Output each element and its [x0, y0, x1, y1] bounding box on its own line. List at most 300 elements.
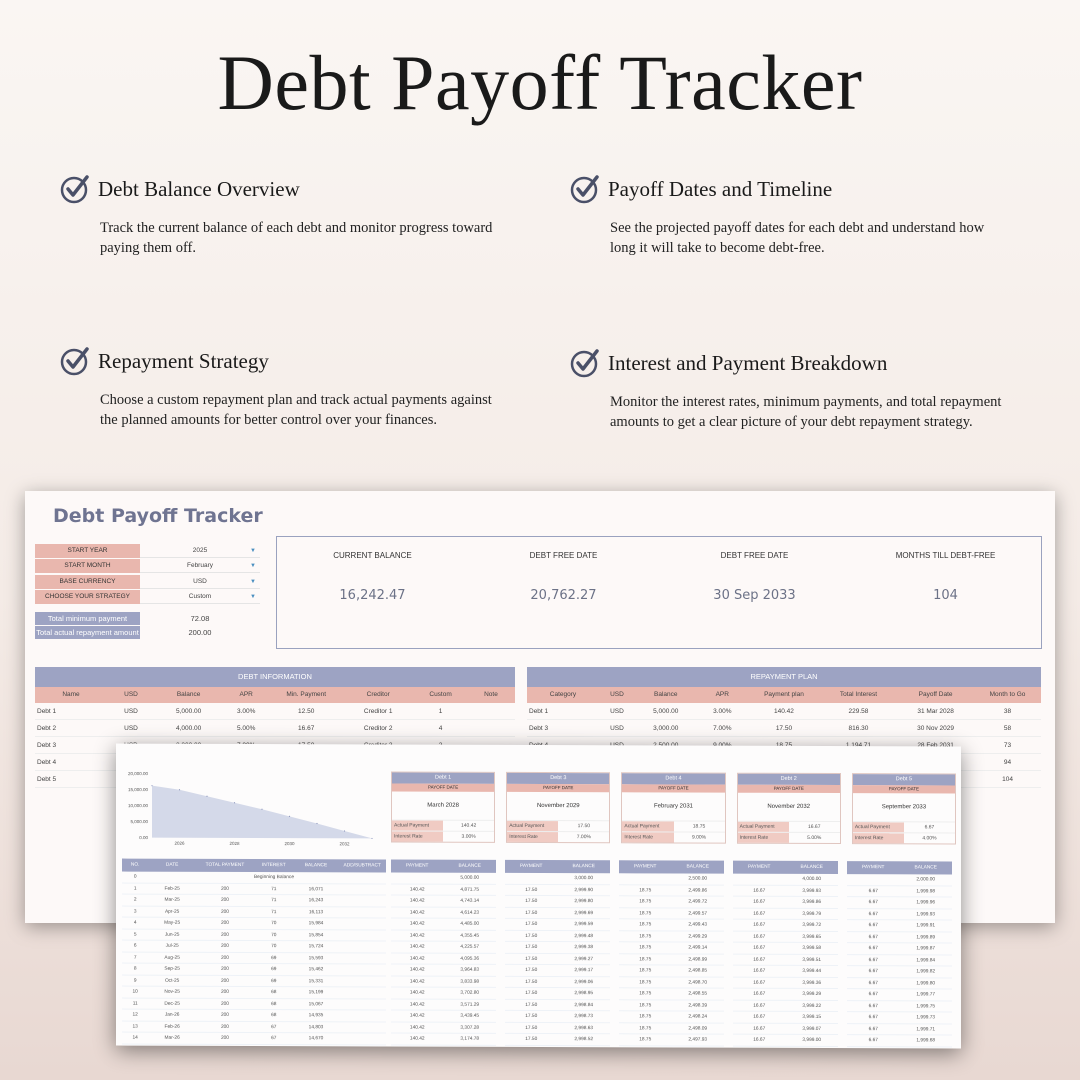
- schedule-cell: 15,593: [308, 955, 324, 961]
- table-cell[interactable]: Debt 3: [37, 742, 57, 749]
- base-currency-dropdown[interactable]: [140, 575, 260, 589]
- schedule-cell[interactable]: [338, 976, 386, 987]
- schedule-cell[interactable]: [338, 987, 386, 998]
- payment-balance-block: [619, 860, 724, 1046]
- summary-label: CURRENT BALANCE: [333, 551, 412, 560]
- total-label: Total minimum payment: [35, 612, 140, 625]
- schedule-cell: 16,071: [308, 886, 324, 892]
- dropdown-arrow-icon: ▼: [250, 578, 256, 585]
- column-header: BALANCE: [914, 865, 937, 871]
- block-row: [391, 976, 496, 988]
- block-row: [847, 886, 952, 898]
- block-cell: 2,999.80: [574, 899, 594, 905]
- block-row: [733, 943, 838, 955]
- schedule-cell: 200: [220, 966, 229, 972]
- block-cell: [391, 872, 444, 883]
- schedule-cell: Aug-25: [164, 955, 180, 961]
- schedule-cell[interactable]: [338, 999, 386, 1010]
- card-subtitle: PAYOFF DATE: [622, 784, 724, 792]
- feature-repayment-strategy: [60, 346, 500, 430]
- schedule-cell: 15,854: [308, 932, 324, 938]
- block-cell: 1,999.73: [916, 1015, 936, 1021]
- block-cell: 3,999.29: [802, 991, 822, 997]
- block-row: [847, 966, 952, 978]
- schedule-cell: 15,984: [308, 921, 324, 927]
- schedule-cell: 15,462: [308, 967, 324, 973]
- card-payoff-date: February 2031: [653, 803, 694, 810]
- balance-point: [206, 796, 207, 797]
- schedule-cell[interactable]: [338, 941, 386, 952]
- block-cell: [505, 873, 558, 884]
- block-cell: 2,998.63: [574, 1025, 594, 1031]
- column-header: Creditor: [366, 691, 390, 698]
- table-cell[interactable]: USD: [610, 725, 624, 732]
- total-value-input[interactable]: 200.00: [188, 627, 212, 637]
- dropdown-arrow-icon: ▼: [250, 594, 256, 600]
- schedule-cell: 8: [133, 966, 137, 972]
- block-cell: 2,000.00: [916, 877, 936, 883]
- card-row: [507, 820, 609, 831]
- card-value[interactable]: 9.00%: [691, 834, 707, 841]
- block-row: [505, 953, 610, 965]
- card-row: [738, 821, 840, 832]
- table-cell[interactable]: 5.00%: [236, 725, 256, 732]
- column-header: ADD/SUBTRACT: [343, 863, 381, 869]
- block-cell: 6.67: [868, 980, 878, 986]
- card-value[interactable]: 5.00%: [807, 834, 822, 841]
- block-row: [733, 908, 838, 920]
- block-cell: 18.75: [639, 945, 652, 951]
- table-cell[interactable]: 229.58: [848, 708, 869, 715]
- block-cell: 140.42: [409, 956, 425, 962]
- schedule-row: [122, 1010, 386, 1022]
- block-cell: 2,999.90: [574, 887, 594, 893]
- setting-label: START YEAR: [35, 544, 140, 558]
- block-cell: 6.67: [868, 888, 878, 894]
- card-value[interactable]: 4.00%: [922, 835, 937, 842]
- table-cell[interactable]: 58: [1003, 725, 1012, 732]
- block-cell: 6.67: [868, 1038, 878, 1044]
- schedule-row: [122, 883, 386, 895]
- setting-value: USD: [193, 577, 207, 585]
- block-row: [505, 965, 610, 977]
- block-cell: 17.50: [525, 1013, 538, 1019]
- block-cell: 1,999.75: [916, 1003, 936, 1009]
- column-header: BALANCE: [304, 863, 328, 869]
- schedule-row: [122, 929, 386, 941]
- schedule-cell: [294, 872, 339, 883]
- block-cell: 140.42: [409, 887, 425, 893]
- block-row: [847, 1001, 952, 1013]
- block-row: [733, 1023, 838, 1035]
- block-cell: 3,999.44: [802, 968, 822, 974]
- block-row: [847, 874, 952, 886]
- column-header: Min. Payment: [286, 691, 327, 698]
- table-cell[interactable]: 17.50: [775, 725, 793, 732]
- block-cell: 2,498.70: [688, 980, 708, 986]
- block-cell: 1,999.91: [916, 923, 936, 929]
- summary-label: DEBT FREE DATE: [720, 551, 789, 560]
- block-row: [619, 954, 724, 966]
- schedule-cell[interactable]: [338, 918, 386, 929]
- checkmark-icon: [60, 174, 90, 204]
- block-row: [847, 943, 952, 955]
- block-cell: 140.42: [409, 967, 425, 973]
- block-row: [391, 1010, 496, 1022]
- column-header: APR: [715, 691, 729, 698]
- column-header: Note: [484, 691, 498, 698]
- schedule-cell: 71: [271, 886, 277, 892]
- table-cell[interactable]: Debt 1: [529, 708, 549, 715]
- table-cell[interactable]: 140.42: [774, 708, 794, 715]
- schedule-cell: 4: [133, 920, 137, 926]
- table-cell[interactable]: Debt 4: [37, 759, 57, 766]
- block-row: [391, 953, 496, 965]
- block-cell: 2,998.52: [574, 1037, 594, 1043]
- table-row: [35, 720, 515, 737]
- schedule-cell: 200: [220, 955, 229, 961]
- block-cell: [733, 874, 786, 885]
- block-row: [505, 907, 610, 919]
- schedule-cell: 13: [132, 1024, 138, 1030]
- setting-strategy: [35, 590, 260, 605]
- schedule-cell: May-25: [164, 920, 181, 926]
- table-cell[interactable]: 12.50: [298, 708, 315, 715]
- table-cell[interactable]: 4: [438, 725, 443, 732]
- schedule-row: [122, 941, 386, 953]
- balance-point: [289, 816, 290, 817]
- block-row: [505, 896, 610, 908]
- block-row: [619, 908, 724, 920]
- block-cell: 4,355.45: [460, 933, 480, 939]
- card-label: Actual Payment: [738, 822, 789, 832]
- balance-point: [261, 809, 262, 810]
- schedule-cell: 0: [133, 874, 137, 880]
- table-cell[interactable]: 38: [1003, 708, 1012, 715]
- schedule-cell[interactable]: [338, 953, 386, 964]
- table-cell[interactable]: Debt 2: [37, 725, 57, 732]
- balance-area-chart: [120, 762, 380, 853]
- schedule-header: [122, 859, 386, 873]
- block-cell: 4,485.00: [460, 921, 480, 927]
- block-cell: 2,499.72: [688, 899, 708, 905]
- column-header: DATE: [165, 862, 179, 868]
- block-cell: 2,499.86: [688, 888, 708, 894]
- card-label: Interest Rate: [622, 832, 673, 842]
- total-label: Total actual repayment amount: [36, 627, 139, 637]
- block-cell: 6.67: [868, 934, 878, 940]
- card-subtitle: PAYOFF DATE: [507, 784, 609, 792]
- schedule-cell[interactable]: [338, 907, 386, 918]
- block-row: [847, 932, 952, 944]
- card-label: Actual Payment: [853, 822, 904, 832]
- card-subtitle: PAYOFF DATE: [853, 785, 955, 793]
- block-cell: 3,999.86: [802, 899, 822, 905]
- summary-debt-free-date: [468, 537, 659, 648]
- schedule-cell: 15,331: [308, 978, 324, 984]
- block-header: [391, 859, 496, 872]
- table-cell[interactable]: 7.00%: [713, 725, 732, 732]
- block-cell: 18.75: [639, 887, 652, 893]
- schedule-cell: Beginning Balance: [253, 875, 294, 881]
- card-label: Actual Payment: [622, 821, 673, 831]
- schedule-cell: 200: [220, 932, 229, 938]
- schedule-row: [122, 964, 386, 976]
- block-row: [391, 907, 496, 919]
- card-label: Actual Payment: [507, 821, 558, 831]
- block-cell: 18.75: [639, 1002, 652, 1008]
- table-cell[interactable]: USD: [124, 708, 138, 715]
- table-cell[interactable]: 1: [438, 708, 443, 715]
- balance-point: [179, 789, 180, 790]
- setting-base-currency: [35, 574, 260, 589]
- card-debt-name: Debt 3: [507, 773, 609, 784]
- block-cell: 2,999.48: [574, 933, 594, 939]
- table-cell[interactable]: USD: [124, 725, 138, 732]
- block-cell: 2,498.55: [688, 991, 708, 997]
- setting-label: START MONTH: [35, 559, 140, 573]
- card-value[interactable]: 18.75: [692, 823, 706, 830]
- schedule-cell: 200: [220, 1024, 229, 1030]
- schedule-cell: 9: [133, 978, 137, 984]
- card-debt-name: Debt 1: [392, 772, 494, 783]
- table-cell[interactable]: USD: [610, 708, 624, 715]
- column-header: Total Interest: [839, 691, 878, 698]
- sheet-title: Debt Payoff Tracker: [53, 505, 263, 527]
- setting-start-year: [35, 543, 260, 558]
- table-cell[interactable]: Debt 3: [529, 725, 549, 732]
- schedule-cell[interactable]: [338, 884, 386, 895]
- block-row: [619, 977, 724, 989]
- block-row: [619, 873, 724, 885]
- table-cell[interactable]: 5,000.00: [175, 708, 202, 715]
- block-cell: 4,000.00: [802, 876, 822, 882]
- block-cell: 2,999.27: [574, 956, 594, 962]
- table-cell[interactable]: 4,000.00: [175, 725, 202, 732]
- column-header: USD: [610, 691, 624, 698]
- block-row: [733, 1035, 838, 1047]
- block-cell: 1,999.96: [916, 900, 936, 906]
- schedule-cell: 71: [271, 909, 277, 915]
- schedule-cell: 15,067: [308, 1001, 324, 1007]
- block-cell: 1,999.98: [916, 888, 936, 894]
- column-header: Balance: [176, 691, 201, 698]
- table-cell[interactable]: 3,000.00: [653, 725, 679, 732]
- schedule-row: [122, 906, 386, 918]
- table-cell[interactable]: 94: [1003, 759, 1012, 766]
- block-cell: 1,999.87: [916, 946, 936, 952]
- block-cell: 3,999.00: [802, 1037, 822, 1043]
- table-cell[interactable]: Debt 1: [37, 708, 57, 715]
- schedule-row: [122, 872, 386, 884]
- card-row: [507, 831, 609, 842]
- block-cell: 18.75: [639, 910, 652, 916]
- block-cell: 2,498.85: [688, 968, 708, 974]
- block-row: [733, 989, 838, 1001]
- table-cell[interactable]: Debt 5: [37, 776, 57, 783]
- block-cell: 140.42: [409, 1025, 425, 1031]
- block-cell: 4,871.75: [460, 887, 480, 893]
- schedule-cell[interactable]: [338, 930, 386, 941]
- block-row: [619, 919, 724, 931]
- start-month-dropdown[interactable]: [140, 559, 260, 573]
- payoff-card: [852, 773, 956, 844]
- table-header: DEBT INFORMATION: [35, 667, 515, 687]
- block-row: [391, 1022, 496, 1034]
- table-cell[interactable]: 816.30: [848, 725, 869, 732]
- schedule-cell: 200: [220, 1012, 229, 1018]
- block-cell: 16.67: [753, 957, 766, 963]
- card-value[interactable]: 140.42: [460, 822, 477, 829]
- schedule-cell: 1: [133, 886, 137, 892]
- schedule-cell[interactable]: [338, 1010, 386, 1021]
- block-cell: 16.67: [753, 1014, 766, 1020]
- schedule-cell[interactable]: [338, 895, 386, 906]
- schedule-cell: 70: [271, 921, 277, 927]
- block-cell: 17.50: [525, 1002, 538, 1008]
- card-payoff-date: March 2028: [427, 802, 459, 809]
- block-cell: 3,999.15: [802, 1014, 822, 1020]
- summary-value: 104: [933, 588, 958, 603]
- card-row: [392, 819, 494, 830]
- block-row: [847, 920, 952, 932]
- table-cell[interactable]: [467, 720, 515, 736]
- block-row: [505, 1034, 610, 1046]
- block-cell: 3,999.72: [802, 922, 822, 928]
- table-cell[interactable]: [467, 703, 515, 719]
- schedule-cell: 14,803: [308, 1024, 324, 1030]
- block-cell: 1,999.80: [916, 980, 936, 986]
- balance-point: [344, 830, 345, 831]
- column-header: APR: [239, 691, 253, 698]
- block-row: [733, 897, 838, 909]
- table-cell[interactable]: 5,000.00: [653, 708, 679, 715]
- schedule-cell: 10: [132, 989, 138, 995]
- column-header: Custom: [429, 691, 452, 698]
- block-cell: 17.50: [525, 887, 538, 893]
- schedule-cell: 70: [271, 932, 277, 938]
- schedule-cell[interactable]: [338, 872, 386, 883]
- table-cell[interactable]: Creditor 2: [363, 725, 393, 732]
- block-cell: 3,702.80: [460, 990, 480, 996]
- card-label: Interest Rate: [392, 831, 443, 841]
- schedule-cell: 68: [271, 1013, 277, 1019]
- block-cell: 2,498.24: [688, 1014, 708, 1020]
- schedule-cell: 14,935: [308, 1013, 324, 1019]
- block-header: [847, 861, 952, 874]
- card-value[interactable]: 6.67: [924, 824, 935, 831]
- card-label: Interest Rate: [507, 832, 558, 842]
- block-row: [847, 955, 952, 967]
- table-row: [527, 703, 1041, 720]
- y-tick-label: 5,000.00: [130, 819, 148, 825]
- table-cell[interactable]: 3.00%: [236, 708, 256, 715]
- block-cell: 140.42: [409, 933, 425, 939]
- column-header: Payment plan: [764, 691, 804, 698]
- schedule-cell: 2: [133, 897, 137, 903]
- table-cell[interactable]: 16.67: [298, 725, 315, 732]
- table-row: [35, 703, 515, 720]
- payment-balance-block: [391, 859, 496, 1045]
- column-header: BALANCE: [800, 864, 823, 870]
- x-tick-label: 2026: [174, 840, 185, 846]
- schedule-row: [122, 952, 386, 964]
- table-cell[interactable]: Creditor 1: [363, 708, 393, 715]
- table-header: REPAYMENT PLAN: [527, 667, 1041, 687]
- block-cell: 3,307.28: [460, 1025, 480, 1031]
- block-cell: 3,999.51: [802, 957, 822, 963]
- card-row: [738, 832, 840, 843]
- block-cell: 2,999.17: [574, 968, 594, 974]
- card-row: [622, 831, 724, 842]
- payment-schedule-sheet: [116, 744, 961, 1049]
- block-cell: 140.42: [409, 979, 425, 985]
- card-value[interactable]: 17.50: [577, 823, 591, 830]
- feature-debt-balance: [60, 174, 500, 258]
- table-cell[interactable]: 31 Mar 2028: [917, 708, 954, 715]
- block-cell: 4,743.14: [460, 898, 480, 904]
- block-cell: 1,999.84: [916, 957, 936, 963]
- block-cell: 18.75: [639, 1037, 652, 1043]
- schedule-cell: Mar-26: [164, 1035, 180, 1041]
- card-value[interactable]: 3.00%: [461, 833, 476, 840]
- table-cell[interactable]: 30 Nov 2029: [917, 725, 955, 732]
- block-cell: 1,999.89: [916, 934, 936, 940]
- total-value: 72.08: [190, 613, 210, 623]
- block-cell: 18.75: [639, 1025, 652, 1031]
- card-value[interactable]: 16.67: [807, 823, 821, 830]
- column-header: TOTAL PAYMENT: [205, 862, 245, 868]
- schedule-cell: 15,199: [308, 990, 324, 996]
- schedule-cell[interactable]: [338, 1033, 386, 1044]
- checkmark-icon: [60, 346, 90, 376]
- block-header: [619, 860, 724, 873]
- schedule-cell: Oct-25: [164, 978, 180, 984]
- strategy-dropdown[interactable]: [140, 590, 260, 604]
- schedule-cell: 69: [271, 967, 277, 973]
- schedule-cell[interactable]: [338, 1022, 386, 1033]
- block-row: [505, 884, 610, 896]
- schedule-row: [122, 975, 386, 987]
- schedule-cell[interactable]: [338, 964, 386, 975]
- table-cell[interactable]: 3.00%: [713, 708, 732, 715]
- block-cell: 2,498.39: [688, 1003, 708, 1009]
- block-cell: 18.75: [639, 979, 652, 985]
- card-row: [853, 832, 955, 843]
- block-row: [619, 1011, 724, 1023]
- block-row: [733, 1012, 838, 1024]
- block-row: [847, 978, 952, 990]
- column-header: Balance: [654, 691, 678, 698]
- settings-panel: [35, 543, 260, 639]
- table-cell[interactable]: 104: [1002, 776, 1013, 783]
- block-row: [505, 919, 610, 931]
- column-header: INTEREST: [261, 863, 286, 869]
- card-value[interactable]: 7.00%: [576, 834, 591, 841]
- block-row: [619, 896, 724, 908]
- x-tick-label: 2032: [339, 841, 350, 847]
- card-debt-name: Debt 2: [738, 774, 840, 785]
- feature-description: Track the current balance of each debt and monitor progress toward paying them off.: [100, 220, 493, 256]
- start-year-dropdown[interactable]: [140, 544, 260, 558]
- block-cell: 17.50: [525, 979, 538, 985]
- schedule-cell: 68: [271, 990, 277, 996]
- block-cell: 6.67: [868, 969, 878, 975]
- table-cell[interactable]: 73: [1003, 742, 1012, 749]
- column-headers: [35, 687, 515, 703]
- card-payoff-date: November 2029: [536, 802, 580, 810]
- schedule-row: [122, 918, 386, 930]
